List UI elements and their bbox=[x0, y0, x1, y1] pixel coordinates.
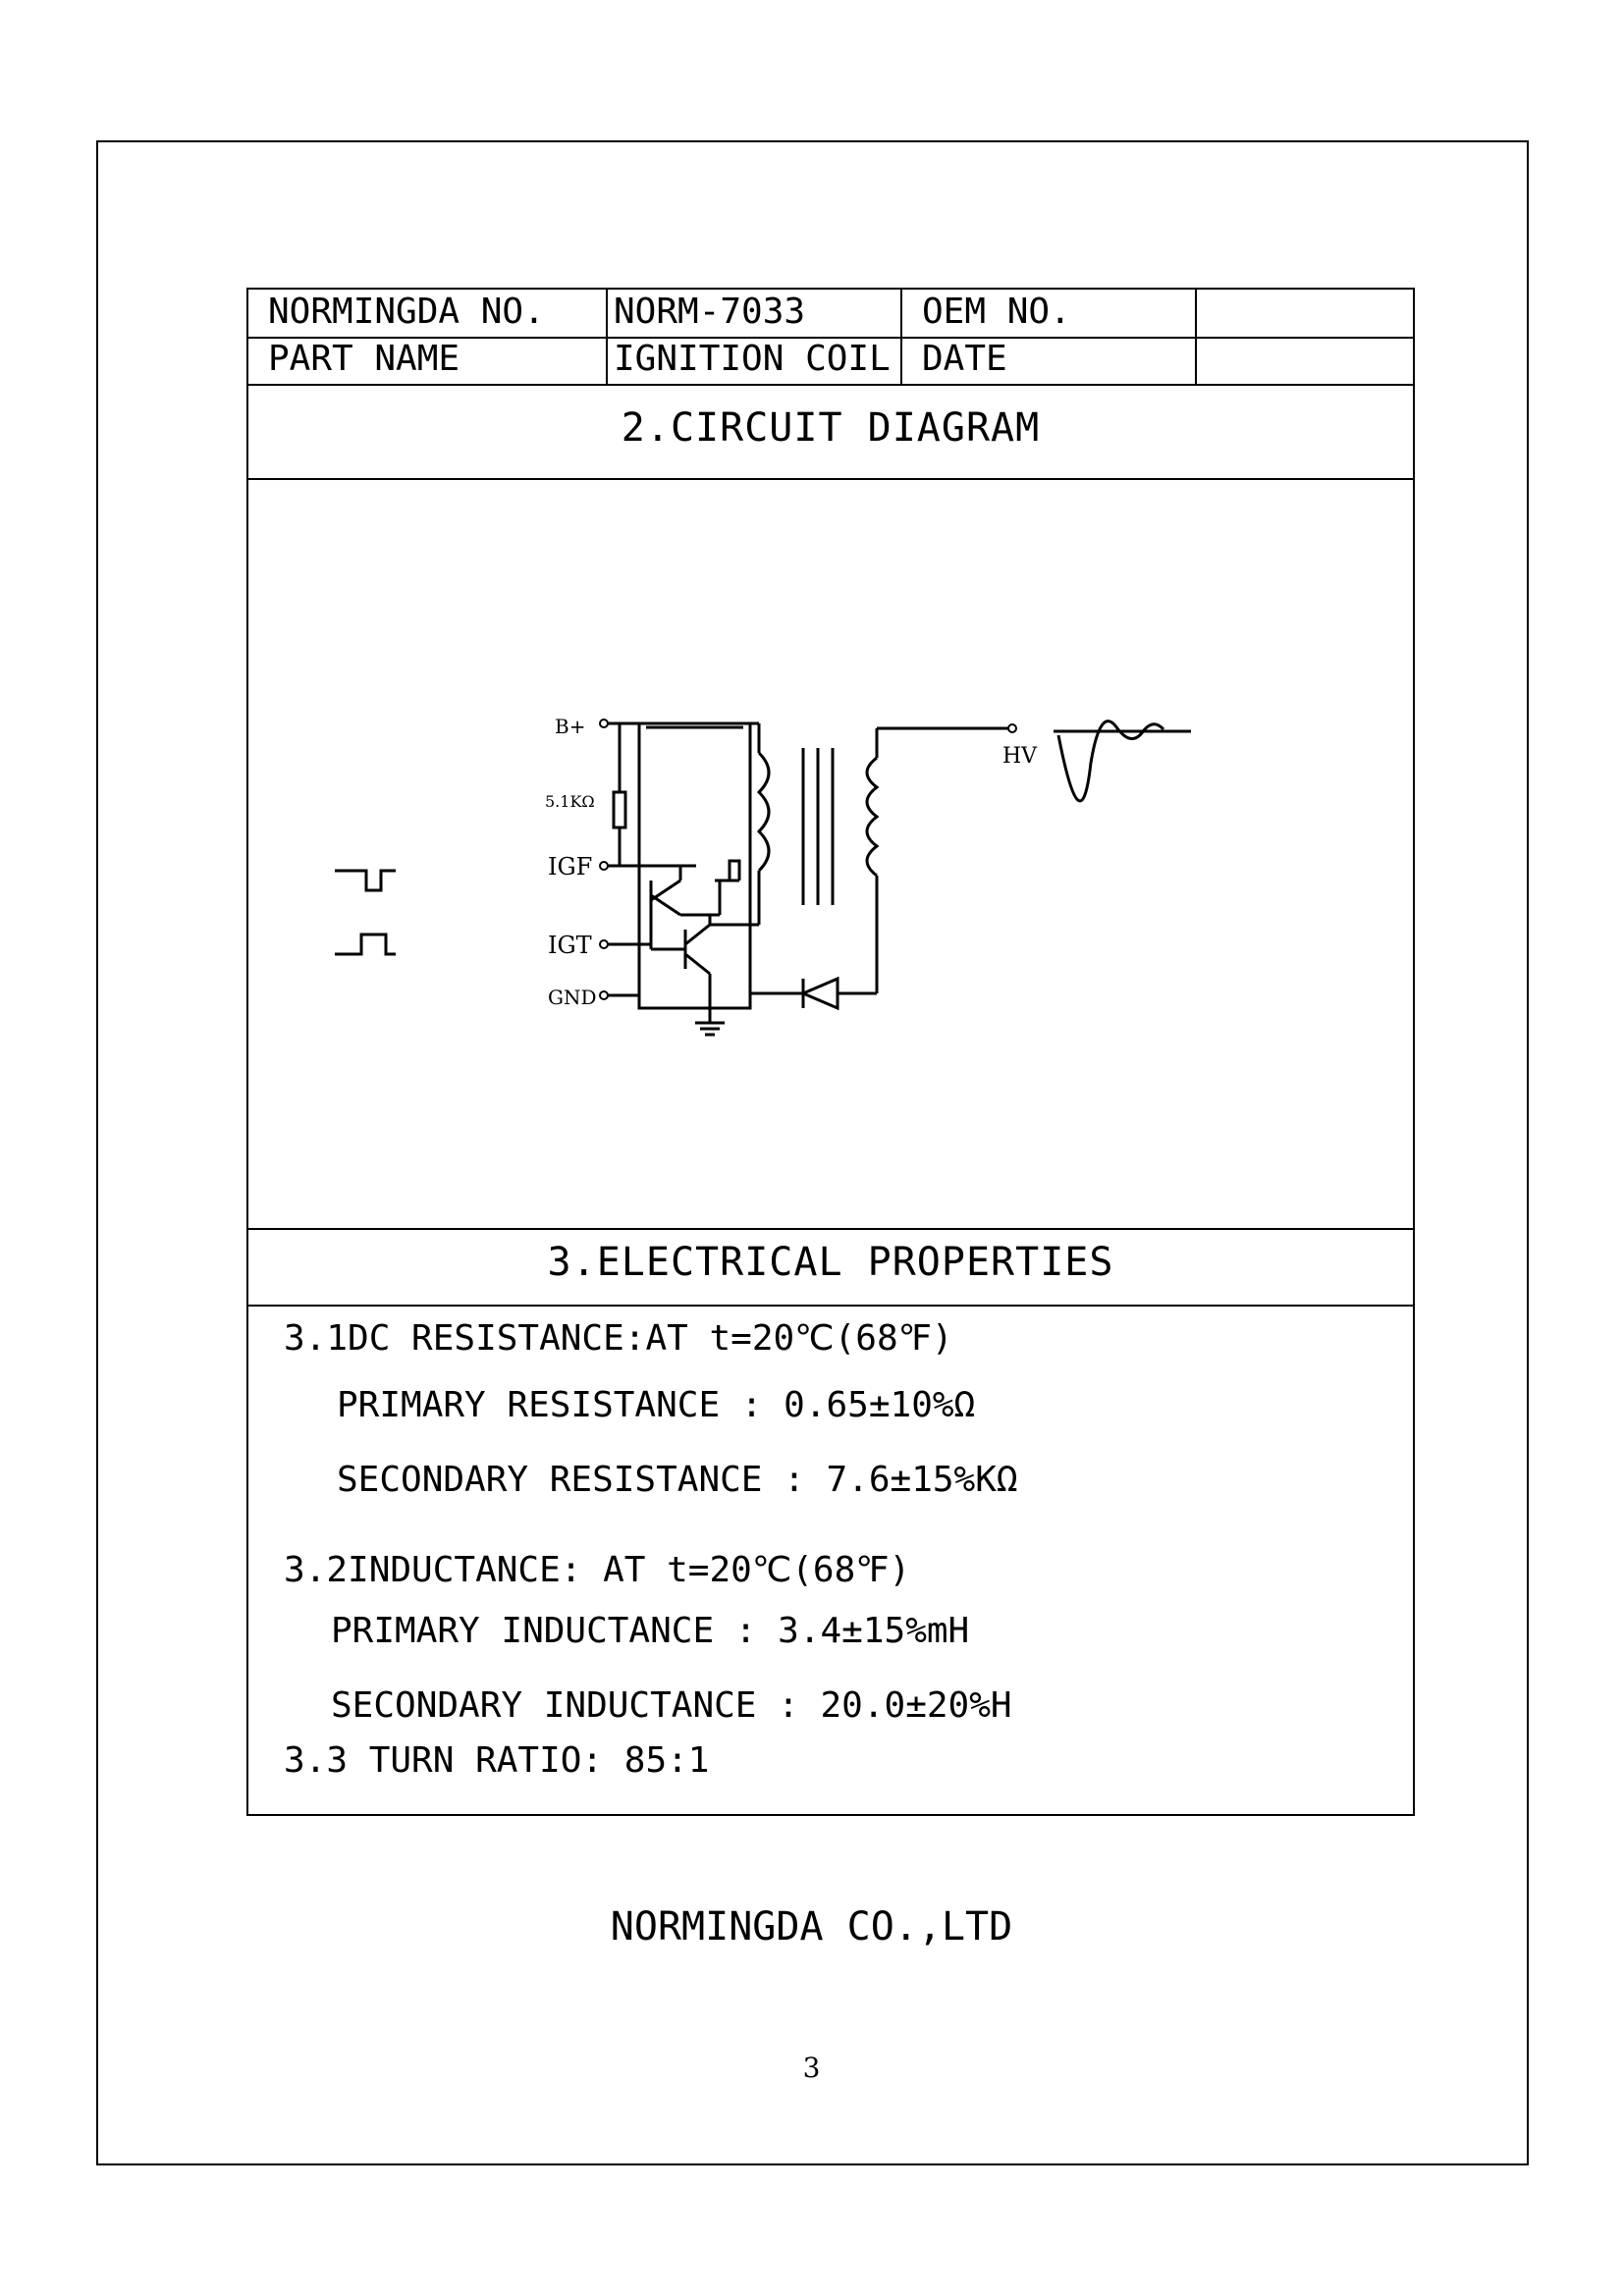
inductance-heading: 3.2INDUCTANCE: AT t=20℃(68℉) bbox=[284, 1550, 911, 1590]
circuit-diagram-area bbox=[248, 478, 1413, 1230]
turn-ratio: 3.3 TURN RATIO: 85:1 bbox=[284, 1740, 710, 1781]
oem-no-label: OEM NO. bbox=[902, 290, 1197, 337]
electrical-title-row bbox=[248, 1228, 1413, 1307]
date-value bbox=[1197, 337, 1413, 384]
secondary-resistance: SECONDARY RESISTANCE : 7.6±15%KΩ bbox=[337, 1460, 1018, 1500]
spec-sheet bbox=[246, 288, 1415, 1816]
label-igt: IGT bbox=[548, 932, 592, 959]
page-number: 3 bbox=[802, 2052, 821, 2084]
circuit-title-row bbox=[248, 384, 1413, 480]
circuit-diagram-title: 2.CIRCUIT DIAGRAM bbox=[621, 405, 1041, 451]
part-name-value: IGNITION COIL bbox=[608, 337, 902, 384]
oem-no-value bbox=[1197, 290, 1413, 337]
diode-symbol bbox=[803, 979, 838, 1008]
normingda-no-label: NORMINGDA NO. bbox=[248, 290, 608, 337]
electrical-properties bbox=[248, 1305, 1413, 1814]
igf-pulse bbox=[335, 871, 396, 890]
label-hv: HV bbox=[1002, 744, 1038, 769]
label-igf: IGF bbox=[548, 853, 593, 881]
primary-inductance: PRIMARY INDUCTANCE : 3.4±15%mH bbox=[331, 1611, 970, 1651]
electrical-properties-title: 3.ELECTRICAL PROPERTIES bbox=[547, 1240, 1114, 1285]
circuit-diagram bbox=[248, 478, 1413, 1228]
output-pulse bbox=[715, 861, 739, 881]
date-label: DATE bbox=[902, 337, 1197, 384]
primary-resistance: PRIMARY RESISTANCE : 0.65±10%Ω bbox=[337, 1385, 976, 1425]
label-b-plus: B+ bbox=[555, 715, 586, 738]
header-row-1 bbox=[248, 290, 1413, 339]
terminal-b-plus bbox=[600, 720, 608, 727]
company-name: NORMINGDA CO.,LTD bbox=[610, 1904, 1013, 1949]
primary-coil bbox=[759, 753, 769, 871]
header-row-2 bbox=[248, 337, 1413, 386]
dc-resistance-heading: 3.1DC RESISTANCE:AT t=20℃(68℉) bbox=[284, 1318, 953, 1359]
label-gnd: GND bbox=[548, 986, 597, 1009]
normingda-no-value: NORM-7033 bbox=[608, 290, 902, 337]
terminal-igf bbox=[600, 862, 608, 870]
secondary-coil bbox=[867, 758, 877, 876]
resistor-5-1k bbox=[614, 792, 625, 828]
secondary-inductance: SECONDARY INDUCTANCE : 20.0±20%H bbox=[331, 1685, 1012, 1726]
terminal-igt bbox=[600, 940, 608, 948]
terminal-hv bbox=[1008, 724, 1016, 732]
part-name-label: PART NAME bbox=[248, 337, 608, 384]
terminal-gnd bbox=[600, 991, 608, 999]
hv-waveform bbox=[1058, 721, 1163, 801]
label-resistor: 5.1KΩ bbox=[545, 792, 595, 811]
igt-pulse bbox=[335, 934, 396, 954]
